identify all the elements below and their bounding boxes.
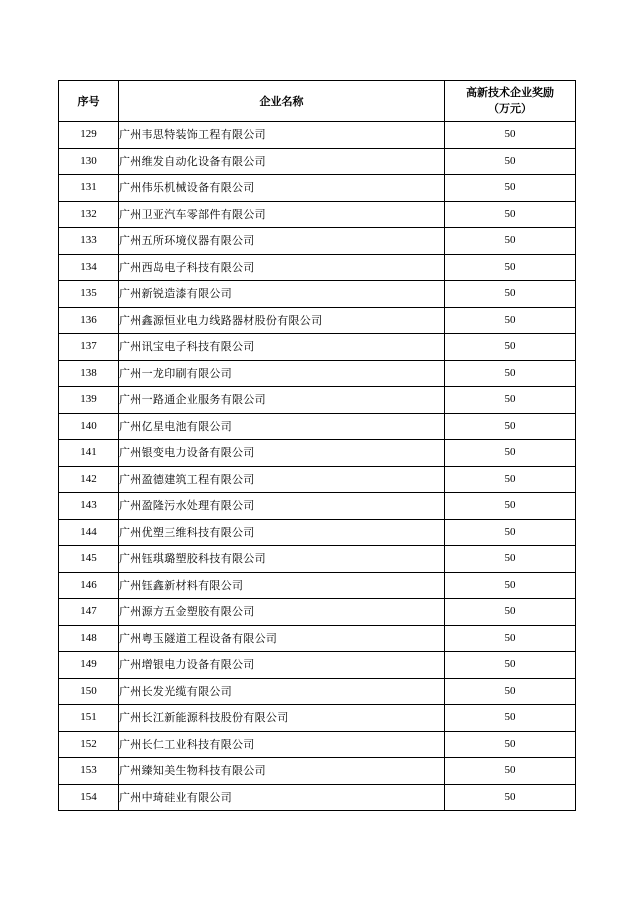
table-row — [59, 360, 576, 387]
row-number: 136 — [59, 307, 119, 334]
award-amount: 50 — [445, 705, 576, 732]
award-amount: 50 — [445, 466, 576, 493]
table-row — [59, 784, 576, 811]
award-amount: 50 — [445, 387, 576, 414]
company-name: 广州维发自动化设备有限公司 — [119, 148, 445, 175]
award-amount: 50 — [445, 413, 576, 440]
table-row — [59, 599, 576, 626]
company-name: 广州西岛电子科技有限公司 — [119, 254, 445, 281]
company-name: 广州讯宝电子科技有限公司 — [119, 334, 445, 361]
company-name: 广州钰琪璐塑胶科技有限公司 — [119, 546, 445, 573]
award-amount: 50 — [445, 758, 576, 785]
award-amount: 50 — [445, 572, 576, 599]
award-table — [58, 80, 576, 811]
company-name: 广州一路通企业服务有限公司 — [119, 387, 445, 414]
company-name: 广州增银电力设备有限公司 — [119, 652, 445, 679]
table-row — [59, 572, 576, 599]
company-name: 广州银变电力设备有限公司 — [119, 440, 445, 467]
award-amount: 50 — [445, 599, 576, 626]
award-amount: 50 — [445, 625, 576, 652]
company-name: 广州中琦硅业有限公司 — [119, 784, 445, 811]
award-amount: 50 — [445, 122, 576, 149]
table-row — [59, 148, 576, 175]
row-number: 149 — [59, 652, 119, 679]
row-number: 146 — [59, 572, 119, 599]
table-row — [59, 387, 576, 414]
table-row — [59, 546, 576, 573]
table-row — [59, 519, 576, 546]
company-name: 广州盈隆污水处理有限公司 — [119, 493, 445, 520]
company-name: 广州优塑三维科技有限公司 — [119, 519, 445, 546]
table-row — [59, 281, 576, 308]
table-row — [59, 201, 576, 228]
table-header — [59, 81, 576, 122]
award-amount: 50 — [445, 440, 576, 467]
row-number: 129 — [59, 122, 119, 149]
row-number: 148 — [59, 625, 119, 652]
award-amount: 50 — [445, 175, 576, 202]
row-number: 138 — [59, 360, 119, 387]
header-award-amount-unit: （万元） — [488, 102, 532, 115]
row-number: 144 — [59, 519, 119, 546]
company-name: 广州伟乐机械设备有限公司 — [119, 175, 445, 202]
row-number: 140 — [59, 413, 119, 440]
row-number: 153 — [59, 758, 119, 785]
award-amount: 50 — [445, 148, 576, 175]
award-amount: 50 — [445, 201, 576, 228]
company-name: 广州新锐造漆有限公司 — [119, 281, 445, 308]
table-row — [59, 228, 576, 255]
table-body — [59, 122, 576, 811]
company-name: 广州鑫源恒业电力线路器材股份有限公司 — [119, 307, 445, 334]
company-name: 广州韦思特装饰工程有限公司 — [119, 122, 445, 149]
row-number: 134 — [59, 254, 119, 281]
award-amount: 50 — [445, 546, 576, 573]
company-name: 广州钰鑫新材料有限公司 — [119, 572, 445, 599]
table-row — [59, 652, 576, 679]
award-amount: 50 — [445, 678, 576, 705]
table-row — [59, 466, 576, 493]
award-amount: 50 — [445, 493, 576, 520]
award-amount: 50 — [445, 228, 576, 255]
award-amount: 50 — [445, 334, 576, 361]
company-name: 广州亿星电池有限公司 — [119, 413, 445, 440]
table-row — [59, 334, 576, 361]
row-number: 143 — [59, 493, 119, 520]
company-name: 广州一龙印刷有限公司 — [119, 360, 445, 387]
table-row — [59, 705, 576, 732]
row-number: 131 — [59, 175, 119, 202]
row-number: 150 — [59, 678, 119, 705]
header-award-amount — [445, 81, 576, 122]
company-name: 广州粤玉隧道工程设备有限公司 — [119, 625, 445, 652]
company-name: 广州源方五金塑胶有限公司 — [119, 599, 445, 626]
row-number: 132 — [59, 201, 119, 228]
table-row — [59, 122, 576, 149]
company-name: 广州长发光缆有限公司 — [119, 678, 445, 705]
company-name: 广州五所环境仪器有限公司 — [119, 228, 445, 255]
table-row — [59, 440, 576, 467]
table-row — [59, 758, 576, 785]
table-row — [59, 493, 576, 520]
award-amount: 50 — [445, 731, 576, 758]
award-amount: 50 — [445, 784, 576, 811]
row-number: 133 — [59, 228, 119, 255]
company-name: 广州盈德建筑工程有限公司 — [119, 466, 445, 493]
company-name: 广州长江新能源科技股份有限公司 — [119, 705, 445, 732]
award-amount: 50 — [445, 254, 576, 281]
row-number: 145 — [59, 546, 119, 573]
header-no: 序号 — [59, 81, 119, 122]
award-amount: 50 — [445, 519, 576, 546]
row-number: 151 — [59, 705, 119, 732]
company-name: 广州臻知美生物科技有限公司 — [119, 758, 445, 785]
row-number: 141 — [59, 440, 119, 467]
award-amount: 50 — [445, 307, 576, 334]
row-number: 147 — [59, 599, 119, 626]
award-amount: 50 — [445, 281, 576, 308]
company-name: 广州卫亚汽车零部件有限公司 — [119, 201, 445, 228]
table-row — [59, 678, 576, 705]
company-name: 广州长仁工业科技有限公司 — [119, 731, 445, 758]
table-row — [59, 307, 576, 334]
table-row — [59, 625, 576, 652]
row-number: 139 — [59, 387, 119, 414]
row-number: 137 — [59, 334, 119, 361]
row-number: 152 — [59, 731, 119, 758]
row-number: 154 — [59, 784, 119, 811]
header-award-amount-title: 高新技术企业奖励 — [466, 86, 554, 99]
table-row — [59, 175, 576, 202]
row-number: 142 — [59, 466, 119, 493]
award-amount: 50 — [445, 360, 576, 387]
table-row — [59, 731, 576, 758]
header-company-name: 企业名称 — [119, 81, 445, 122]
header-row — [59, 81, 576, 122]
award-amount: 50 — [445, 652, 576, 679]
row-number: 130 — [59, 148, 119, 175]
table-row — [59, 254, 576, 281]
table-row — [59, 413, 576, 440]
row-number: 135 — [59, 281, 119, 308]
